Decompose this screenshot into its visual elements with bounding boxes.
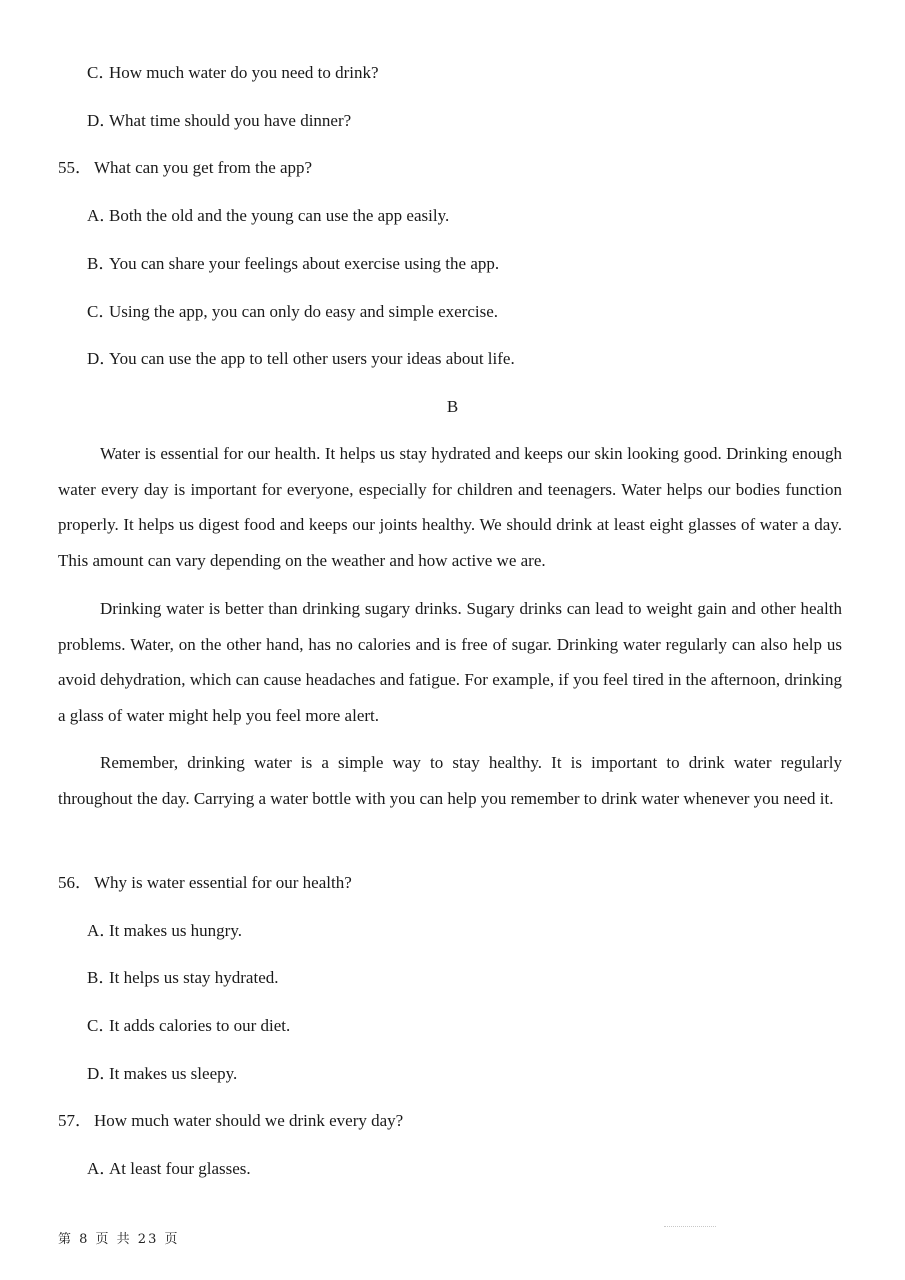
- page-footer: 第 8 页 共 23 页: [58, 1232, 180, 1247]
- option-text: It adds calories to our diet.: [109, 1016, 291, 1035]
- option-text: You can use the app to tell other users your ideas about life.: [109, 349, 515, 368]
- option-letter: C．: [87, 302, 116, 321]
- section-label: B: [446, 397, 459, 416]
- question-text: How much water should we drink every day?: [94, 1111, 404, 1130]
- option-letter: D．: [87, 111, 117, 130]
- option-text: You can share your feelings about exercise using the app.: [109, 254, 500, 273]
- question-57: [58, 1110, 403, 1132]
- option-text: How much water do you need to drink?: [109, 63, 379, 82]
- option-text: Using the app, you can only do easy and simple exercise.: [109, 302, 499, 321]
- option-text: It helps us stay hydrated.: [109, 968, 279, 987]
- question-56: [58, 872, 352, 894]
- q56-option-c: [87, 1015, 290, 1037]
- option-letter: D．: [87, 349, 117, 368]
- question-number: 55．: [58, 158, 92, 177]
- option-text: It makes us hungry.: [109, 921, 242, 940]
- question-text: Why is water essential for our health?: [94, 873, 352, 892]
- question-text: What can you get from the app?: [94, 158, 313, 177]
- passage-paragraph-2: Drinking water is better than drinking sugary drinks. Sugary drinks can lead to weight gain and other health problems. Water, on the other hand, has no calories and is free of sugar. Drinking water regularly can also help us avoid dehydration, which can cause headaches and fatigue. For example, if you feel tired in the afternoon, drinking a glass of water might help you feel more alert.: [58, 599, 842, 725]
- option-letter: D．: [87, 1064, 117, 1083]
- q55-option-c: [87, 301, 498, 323]
- option-letter: B．: [87, 968, 116, 987]
- option-d-prev: [87, 110, 351, 132]
- option-letter: B．: [87, 254, 116, 273]
- q55-option-d: [87, 348, 515, 370]
- q55-option-b: [87, 253, 499, 275]
- q56-option-a: [87, 920, 242, 942]
- option-letter: A．: [87, 1159, 117, 1178]
- q55-option-a: [87, 205, 449, 227]
- faint-mark: [664, 1226, 716, 1231]
- option-text: What time should you have dinner?: [109, 111, 352, 130]
- q56-option-b: [87, 967, 279, 989]
- option-c-prev: [87, 62, 379, 84]
- option-text: At least four glasses.: [109, 1159, 251, 1178]
- question-number: 56．: [58, 873, 92, 892]
- option-letter: C．: [87, 63, 116, 82]
- option-letter: A．: [87, 206, 117, 225]
- option-text: Both the old and the young can use the app easily.: [109, 206, 450, 225]
- passage-paragraph-1: Water is essential for our health. It helps us stay hydrated and keeps our skin looking good. Drinking enough water every day is important for everyone, especially for children and teenagers. Water helps our bodies function properly. It helps us digest food and keeps our joints healthy. We should drink at least eight glasses of water a day. This amount can vary depending on the weather and how active we are.: [58, 444, 842, 570]
- passage-paragraph-3: Remember, drinking water is a simple way to stay healthy. It is important to drink water regularly throughout the day. Carrying a water bottle with you can help you remember to drink water whenever you need it.: [58, 753, 842, 808]
- q56-option-d: [87, 1063, 237, 1085]
- question-number: 57．: [58, 1111, 92, 1130]
- q57-option-a: [87, 1158, 251, 1180]
- option-letter: A．: [87, 921, 117, 940]
- question-55: [58, 157, 312, 179]
- option-letter: C．: [87, 1016, 116, 1035]
- option-text: It makes us sleepy.: [109, 1064, 238, 1083]
